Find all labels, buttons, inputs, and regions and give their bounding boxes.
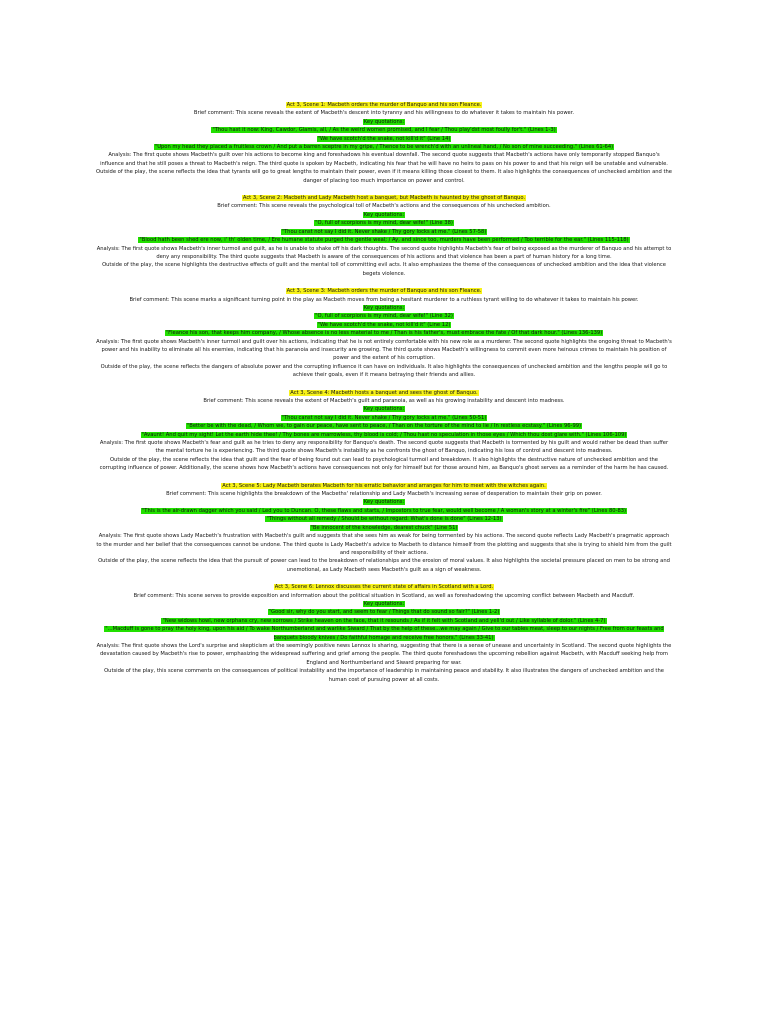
quote: "Avaunt! And quit my sight! Let the earth hide thee! / Thy bones are marrowless, thy blood is cold; / Thou hast no speculation in those eyes / Which thou dost glare with." (Lines 106-109) bbox=[141, 431, 627, 438]
outside-text: Outside of the play, the scene reflects the idea that guilt and the fear of being found out can lead to psychological turmoil and breakdown. It also highlights the destructive nature of unchecked ambition and the corrupting influence of power. Additionally, the scene shows how Macbeth's actions have consequences not only for himself but for those around him, as Banquo's ghost serves as a reminder of the harm he has caused. bbox=[99, 456, 669, 472]
outside-text: Outside of the play, the scene reflects the dangers of absolute power and the corrupting influence it can have on individuals. It also highlights the consequences of unchecked ambition and the lengths people will go to achieve their goals, even if it means betraying their friends and allies. bbox=[100, 363, 668, 379]
scene-title: Act 3, Scene 3: Macbeth orders the murder of Banquo and his son Fleance. bbox=[286, 288, 482, 295]
scene-1 bbox=[96, 101, 672, 185]
analysis-text: Analysis: The first quote shows Macbeth's guilt over his actions to become king and foreshadows his eventual downfall. The second quote suggests that Macbeth's actions have only temporarily stopped Banquo's influence and that he still poses a threat to Macbeth's reign. The third quote is spoken by Macbeth, indicating his fear that he will have no heirs to pass on his power to and that his reign will be unstable and vulnerable. bbox=[100, 152, 668, 167]
brief-comment: Brief comment: This scene highlights the breakdown of the Macbeths' relationship and Lady Macbeth's increasing sense of desperation to maintain their grip on power. bbox=[166, 491, 602, 498]
brief-comment: Brief comment: This scene reveals the extent of Macbeth's descent into tyranny and his willingness to do whatever it takes to maintain his power. bbox=[193, 110, 575, 117]
scene-title: Act 3, Scene 2: Macbeth and Lady Macbeth host a banquet, but Macbeth is haunted by the ghost of Banquo. bbox=[242, 195, 526, 202]
brief-comment: Brief comment: This scene serves to provide exposition and information about the political situation in Scotland, as well as foreshadowing the upcoming conflict between Macbeth and Macduff. bbox=[133, 592, 635, 599]
scene-title: Act 3, Scene 6: Lennox discusses the current state of affairs in Scotland with a Lord. bbox=[274, 584, 494, 591]
scene-3 bbox=[96, 287, 672, 379]
analysis-text: Analysis: The first quote shows Macbeth's inner turmoil and guilt, as he is unable to shake off his dark thoughts. The second quote highlights Macbeth's fear of being exposed as the murderer of Banquo and his attempt to deny any responsibility. The third quote suggests that Macbeth is aware of the consequences of his actions and that violence has been a part of human history for a long time. bbox=[96, 245, 672, 260]
analysis-text: Analysis: The first quote shows Macbeth's inner turmoil and guilt over his actions, indicating that he is not entirely comfortable with his new role as a murderer. The second quote highlights the ongoing threat to Macbeth's power and his inability to eliminate all his enemies, indicating that his paranoia and insecurity are growing. The third quote shows Macbeth's willingness to commit even more heinous crimes to maintain his position of power and the extent of his corruption. bbox=[96, 338, 672, 362]
quote: "Thou canst not say I did it. Never shake / Thy gory locks at me." (Lines 50-51) bbox=[281, 414, 487, 421]
brief-comment: Brief comment: This scene reveals the extent of Macbeth's guilt and paranoia, as well as his growing instability and descent into madness. bbox=[203, 398, 565, 404]
quote: "Thou hast it now: King, Cawdor, Glamis, all, / As the weird women promised, and I fear / Thou play'dst most foully for't." (Lines 1-3) bbox=[212, 127, 556, 134]
quote: "Upon my head they placed a fruitless crown / And put a barren sceptre in my gripe, / Thence to be wrench'd with an unlineal hand, / No son of mine succeeding." (Lines 61-64) bbox=[154, 144, 614, 151]
analysis-text: Analysis: The first quote shows the Lord's surprise and skepticism at the seemingly positive news Lennox is sharing, suggesting that there is a sense of unease and uncertainty in Scotland. The second quote highlights the devastation caused by Macbeth's rise to power, emphasizing the widespread suffering and grief among the people. The third quote foreshadows the upcoming rebellion against Macbeth, with Macduff seeking help from England and Northumberland and Siward preparing for war. bbox=[96, 642, 672, 666]
key-quotations-label: Key quotations: bbox=[363, 499, 405, 506]
brief-comment: Brief comment: This scene reveals the psychological toll of Macbeth's actions and the consequences of his unchecked ambition. bbox=[217, 203, 551, 210]
key-quotations-label: Key quotations: bbox=[363, 211, 405, 218]
key-quotations-label: Key quotations: bbox=[363, 600, 405, 607]
quote: "Fleance his son, that keeps him company, / Whose absence is no less material to me / Than is his father's, must embrace the fate / Of that dark hour." (Lines 136-139) bbox=[165, 330, 603, 337]
brief-comment: Brief comment: This scene marks a significant turning point in the play as Macbeth moves from being a hesitant murderer to a ruthless tyrant willing to do whatever it takes to maintain his power. bbox=[129, 296, 639, 303]
document-page bbox=[96, 101, 672, 693]
quote: "We have scotch'd the snake, not kill'd it" (Line 14) bbox=[317, 135, 451, 142]
quote: "...Macduff is gone to pray the holy king, upon his aid / To wake Northumberland and warlike Siward / That by the help of these...we may again / Give to our tables meat, sleep to our nights / Free from our feasts and banquets bloody knives / Do faithful homage and receive free honors." (Lines 33-41) bbox=[105, 626, 664, 641]
quote: "O, full of scorpions is my mind, dear wife!" (Line 32) bbox=[315, 313, 453, 320]
scene-title: Act 3, Scene 5: Lady Macbeth berates Macbeth for his erratic behavior and arranges for him to meet with the witches again. bbox=[222, 482, 546, 489]
quote: "Thou canst not say I did it. Never shake / Thy gory locks at me." (Lines 57-58) bbox=[281, 228, 487, 235]
quote: "This is the air-drawn dagger which you said / Led you to Duncan. O, these flaws and starts, / Impostors to true fear, would well become / A woman's story at a winter's fire" (Lines 80-83) bbox=[141, 507, 627, 514]
outside-text: Outside of the play, this scene comments on the consequences of political instability and the importance of leadership in maintaining peace and stability. It also illustrates the dangers of unchecked ambition and the human cost of pursuing power at all costs. bbox=[104, 668, 664, 683]
quote: "O, full of scorpions is my mind, dear wife!" (Line 38) bbox=[315, 220, 453, 227]
key-quotations-label: Key quotations: bbox=[363, 406, 405, 413]
key-quotations-label: Key quotations: bbox=[363, 304, 405, 311]
quote: "Blood hath been shed ere now, i' th' olden time, / Ere humane statute purged the gentle weal; / Ay, and since too, murders have been performed / Too terrible for the ear." (Lines 115-118) bbox=[139, 237, 629, 244]
scene-5 bbox=[96, 482, 672, 574]
scene-title: Act 3, Scene 1: Macbeth orders the murder of Banquo and his son Fleance. bbox=[286, 102, 482, 108]
outside-text: Outside of the play, the scene highlights the destructive effects of guilt and the mental toll of committing evil acts. It also emphasizes the theme of the consequences of unchecked ambition and the idea that violence begets violence. bbox=[102, 262, 666, 277]
quote: "Be innocent of the knowledge, dearest chuck" (Line 51) bbox=[310, 524, 458, 531]
quote: "We have scotch'd the snake, not kill'd it" (Line 12) bbox=[317, 321, 451, 328]
quote: "Good sir, why do you start, and seem to fear / Things that do sound so fair?" (Lines 1-2) bbox=[268, 609, 500, 616]
outside-text: Outside of the play, the scene reflects the idea that tyrants will go to great lengths to maintain their power, even if it means killing those closest to them. It also highlights the consequences of unchecked ambition and the danger of placing too much importance on power and control. bbox=[96, 169, 672, 184]
scene-2 bbox=[96, 194, 672, 278]
quote: "Better be with the dead, / Whom we, to gain our peace, have sent to peace, / Than on the torture of the mind to lie / In restless ecstasy." (Lines 96-99) bbox=[186, 423, 582, 430]
quote: "New widows howl, new orphans cry, new sorrows / Strike heaven on the face, that it resounds / As if it felt with Scotland and yell'd out / Like syllable of dolor." (Lines 4-7) bbox=[162, 617, 606, 624]
quote: "Things without all remedy / Should be without regard: What's done is done" (Lines 12-13) bbox=[266, 516, 502, 523]
analysis-text: Analysis: The first quote shows Macbeth's fear and guilt as he tries to deny any responsibility for Banquo's death. The second quote suggests that Macbeth is tormented by his guilt and would rather be dead than suffer the mental torture he is experiencing. The third quote shows Macbeth's instability as he confronts the ghost of Banquo, indicating his loss of control and descent into madness. bbox=[99, 440, 669, 455]
key-quotations-label: Key quotations: bbox=[363, 118, 405, 125]
scene-6 bbox=[96, 583, 672, 684]
scene-4 bbox=[96, 389, 672, 473]
analysis-text: Analysis: The first quote shows Lady Macbeth's frustration with Macbeth's guilt and suggests that she sees him as weak for being tormented by his actions. The second quote reflects Lady Macbeth's pragmatic approach to the murder and her belief that the consequences cannot be undone. The third quote is Lady Macbeth's advice to Macbeth to distance himself from the plotting and suggests that she is trying to shield him from the guilt and responsibility of their actions. bbox=[96, 533, 672, 556]
scene-title: Act 3, Scene 4: Macbeth hosts a banquet and sees the ghost of Banquo. bbox=[290, 389, 478, 396]
outside-text: Outside of the play, the scene reflects the idea that the pursuit of power can lead to the breakdown of relationships and the erosion of moral values. It also highlights the societal pressure placed on men to be strong and unemotional, as Lady Macbeth sees Macbeth's guilt as a sign of weakness. bbox=[98, 558, 670, 573]
